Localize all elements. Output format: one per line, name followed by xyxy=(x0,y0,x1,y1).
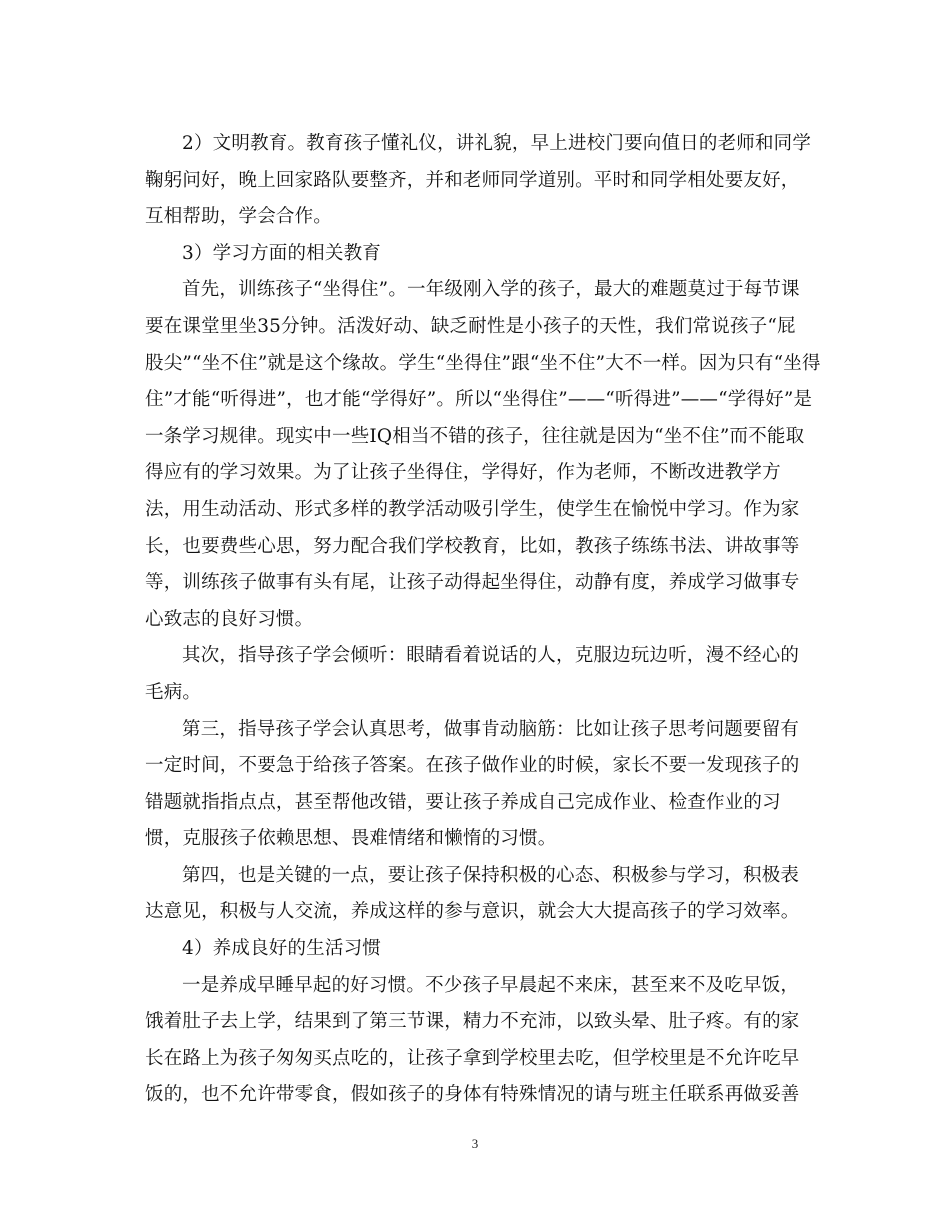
document-body xyxy=(145,126,821,1114)
paragraph-positive-attitude xyxy=(145,858,810,931)
text-line: 一条学习规律。现实中一些IQ相当不错的孩子，往往就是因为“坐不住”而不能取 xyxy=(145,425,805,447)
text-line: 第四，也是关键的一点，要让孩子保持积极的心态、积极参与学习，积极表 xyxy=(182,864,800,886)
text-line: 要在课堂里坐35分钟。活泼好动、缺乏耐性是小孩子的天性，我们常说孩子“屁 xyxy=(145,315,796,337)
text-line: 法，用生动活动、形式多样的教学活动吸引学生，使学生在愉悦中学习。作为家 xyxy=(145,498,800,520)
text-line: 饭的，也不允许带零食，假如孩子的身体有特殊情况的请与班主任联系再做妥善 xyxy=(145,1084,800,1106)
page-number: 3 xyxy=(471,1136,479,1151)
text-line: 其次，指导孩子学会倾听：眼睛看着说话的人，克服边玩边听，漫不经心的 xyxy=(182,645,800,667)
text-line: 住”才能“听得进”，也才能“学得好”。所以“坐得住”——“听得进”——“学得好”是 xyxy=(145,389,813,411)
text-line: 2）文明教育。教育孩子懂礼仪，讲礼貌，早上进校门要向值日的老师和同学 xyxy=(182,133,812,154)
text-line: 惯，克服孩子依赖思想、畏难情绪和懒惰的习惯。 xyxy=(145,828,557,850)
text-line: 错题就指指点点，甚至帮他改错，要让孩子养成自己完成作业、检查作业的习 xyxy=(145,791,781,813)
paragraph-thinking xyxy=(145,712,810,858)
text-line: 得应有的学习效果。为了让孩子坐得住，学得好，作为老师，不断改进教学方 xyxy=(145,462,781,484)
text-line: 一定时间，不要急于给孩子答案。在孩子做作业的时候，家长不要一发现孩子的 xyxy=(145,755,800,777)
text-line: 心致志的良好习惯。 xyxy=(145,608,314,630)
section-heading-study-education xyxy=(145,236,810,273)
text-line: 达意见，积极与人交流，养成这样的参与意识，就会大大提高孩子的学习效率。 xyxy=(145,901,800,923)
text-line: 股尖”“坐不住”就是这个缘故。学生“坐得住”跟“坐不住”大不一样。因为只有“坐得 xyxy=(145,352,821,374)
text-line: 互相帮助，学会合作。 xyxy=(145,206,333,228)
text-line: 毛病。 xyxy=(145,681,202,703)
text-line: 第三，指导孩子学会认真思考，做事肯动脑筋：比如让孩子思考问题要留有 xyxy=(182,718,800,740)
text-line: 等，训练孩子做事有头有尾，让孩子动得起坐得住，动静有度，养成学习做事专 xyxy=(145,572,800,594)
paragraph-civility-education xyxy=(145,126,810,236)
section-heading-life-habits xyxy=(145,931,810,968)
text-line: 饿着肚子去上学，结果到了第三节课，精力不充沛，以致头晕、肚子疼。有的家 xyxy=(145,1011,800,1033)
text-line: 4）养成良好的生活习惯 xyxy=(182,938,381,960)
paragraph-early-sleep xyxy=(145,968,810,1114)
text-line: 长，也要费些心思，努力配合我们学校教育，比如，教孩子练练书法、讲故事等 xyxy=(145,535,800,557)
text-line: 首先，训练孩子“坐得住”。一年级刚入学的孩子，最大的难题莫过于每节课 xyxy=(182,279,800,301)
paragraph-sit-still xyxy=(145,272,821,638)
text-line: 3）学习方面的相关教育 xyxy=(182,242,381,264)
text-line: 一是养成早睡早起的好习惯。不少孩子早晨起不来床，甚至来不及吃早饭， xyxy=(182,974,800,996)
text-line: 鞠躬问好，晚上回家路队要整齐，并和老师同学道别。平时和同学相处要友好， xyxy=(145,169,800,191)
text-line: 长在路上为孩子匆匆买点吃的，让孩子拿到学校里去吃，但学校里是不允许吃早 xyxy=(145,1047,800,1069)
paragraph-listening xyxy=(145,638,810,711)
